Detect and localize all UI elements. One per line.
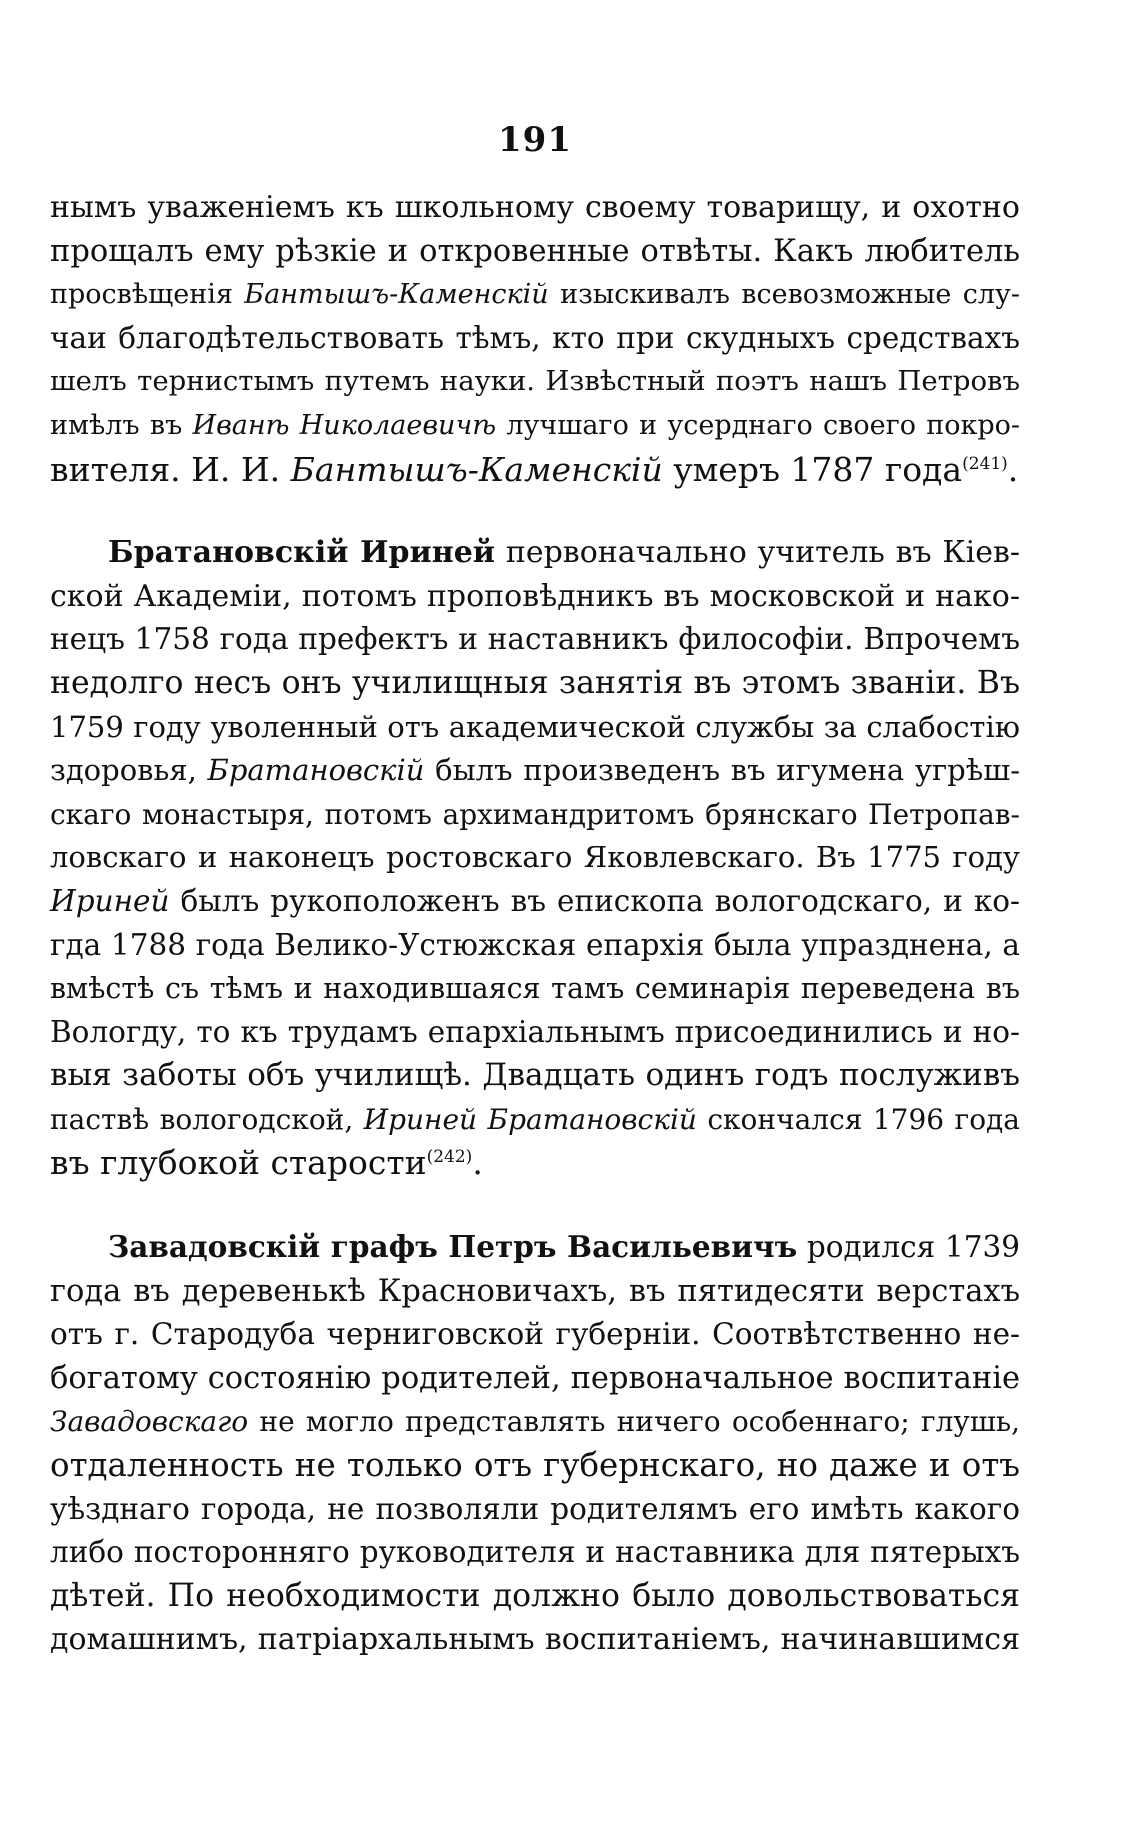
text-line: скаго монастыря, потомъ архимандритомъ брянскаго Петропав- bbox=[50, 797, 1020, 831]
text-line: просвѣщенія Бантышъ-Каменскій изыскивалъ всевозможные слу- bbox=[50, 279, 1020, 311]
text-line: домашнимъ, патріархальнымъ воспитаніемъ, начинавшимся bbox=[50, 1622, 1020, 1658]
text-line: въ глубокой старости$^{(242)}$. bbox=[50, 1143, 483, 1183]
text-line: вителя. И. И. Бантышъ-Каменскій умеръ 1787 года$^{(241)}$. bbox=[50, 449, 1019, 489]
text-line: отдаленность не только отъ губернскаго, но даже и отъ bbox=[50, 1446, 1020, 1485]
entry-heading: Братановскій Ириней bbox=[108, 535, 496, 571]
text-line: отъ г. Стародуба черниговской губерніи. Соотвѣтственно не- bbox=[50, 1317, 1020, 1352]
text-line: года въ деревенькѣ Красновичахъ, въ пятидесяти верстахъ bbox=[50, 1273, 1020, 1309]
text-line: вмѣстѣ съ тѣмъ и находившаяся тамъ семинарія переведена въ bbox=[50, 972, 1020, 1006]
text-line: имѣлъ въ Иванѣ Николаевичѣ лучшаго и усерднаго своего покро- bbox=[50, 409, 1021, 441]
person-name: Ириней bbox=[50, 883, 170, 918]
text-line: 1759 году уволенный отъ академической службы за слабостію bbox=[50, 709, 1020, 744]
text-line: богатому состоянію родителей, первоначальное воспитаніе bbox=[50, 1360, 1020, 1396]
text-line: Братановскій Ириней первоначально учитель въ Кіев- bbox=[108, 535, 1020, 571]
text-line: Завадовскаго не могло представлять ничего особеннаго; глушь, bbox=[50, 1405, 1020, 1439]
text-line: чаи благодѣтельствовать тѣмъ, кто при скудныхъ средствахъ bbox=[50, 320, 1020, 355]
text-line: либо посторонняго руководителя и наставника для пятерыхъ bbox=[50, 1535, 1020, 1570]
paragraph-bratanovsky bbox=[50, 531, 1020, 1185]
person-name: Бантышъ-Каменскій bbox=[290, 449, 663, 489]
text-line: прощалъ ему рѣзкіе и откровенные отвѣты. Какъ любитель bbox=[50, 233, 1020, 269]
text-line: Завадовскій графъ Петръ Васильевичъ родился 1739 bbox=[108, 1229, 1021, 1265]
text-line: нымъ уваженіемъ къ школьному своему товарищу, и охотно bbox=[50, 190, 1020, 225]
person-name: Ириней Братановскій bbox=[363, 1102, 697, 1136]
paragraph-bantysh-kamensky bbox=[50, 186, 1020, 491]
text-line: Ириней былъ рукоположенъ въ епископа вологодскаго, и ко- bbox=[50, 883, 1020, 918]
text-line: нецъ 1758 года префектъ и наставникъ философіи. Впрочемъ bbox=[50, 622, 1020, 657]
text-line: Вологду, то къ трудамъ епархіальнымъ присоединились и но- bbox=[50, 1014, 1020, 1049]
page-number: 191 bbox=[498, 120, 572, 160]
book-page bbox=[50, 120, 1020, 1662]
text-line: шелъ тернистымъ путемъ науки. Извѣстный поэтъ нашъ Петровъ bbox=[50, 365, 1020, 398]
text-line: недолго несъ онъ училищныя занятія въ этомъ званіи. Въ bbox=[50, 664, 1020, 701]
person-name: Бантышъ-Каменскій bbox=[244, 279, 549, 311]
text-line: ской Академіи, потомъ проповѣдникъ въ московской и нако- bbox=[50, 578, 1020, 614]
footnote-ref: (242) bbox=[426, 1147, 473, 1168]
person-name: Завадовскаго bbox=[50, 1405, 249, 1439]
text-line: дѣтей. По необходимости должно было довольствоваться bbox=[50, 1577, 1020, 1614]
text-line: гда 1788 года Велико-Устюжская епархія была упразднена, а bbox=[50, 927, 1020, 962]
person-name: Братановскій bbox=[207, 753, 425, 788]
text-line: здоровья, Братановскій былъ произведенъ въ игумена угрѣш- bbox=[50, 753, 1020, 788]
footnote-ref: (241) bbox=[962, 453, 1008, 474]
text-line: ловскаго и наконецъ ростовскаго Яковлевскаго. Въ 1775 году bbox=[50, 840, 1020, 875]
text-line: выя заботы объ училищѣ. Двадцать одинъ годъ послуживъ bbox=[50, 1057, 1020, 1094]
text-line: паствѣ вологодской, Ириней Братановскій скончался 1796 года bbox=[50, 1102, 1020, 1136]
text-line: уѣзднаго города, не позволяли родителямъ его имѣть какого bbox=[50, 1491, 1020, 1526]
paragraph-zavadovsky bbox=[50, 1225, 1020, 1662]
person-name: Иванѣ Николаевичѣ bbox=[192, 409, 497, 441]
entry-heading: Завадовскій графъ Петръ Васильевичъ bbox=[108, 1229, 798, 1265]
